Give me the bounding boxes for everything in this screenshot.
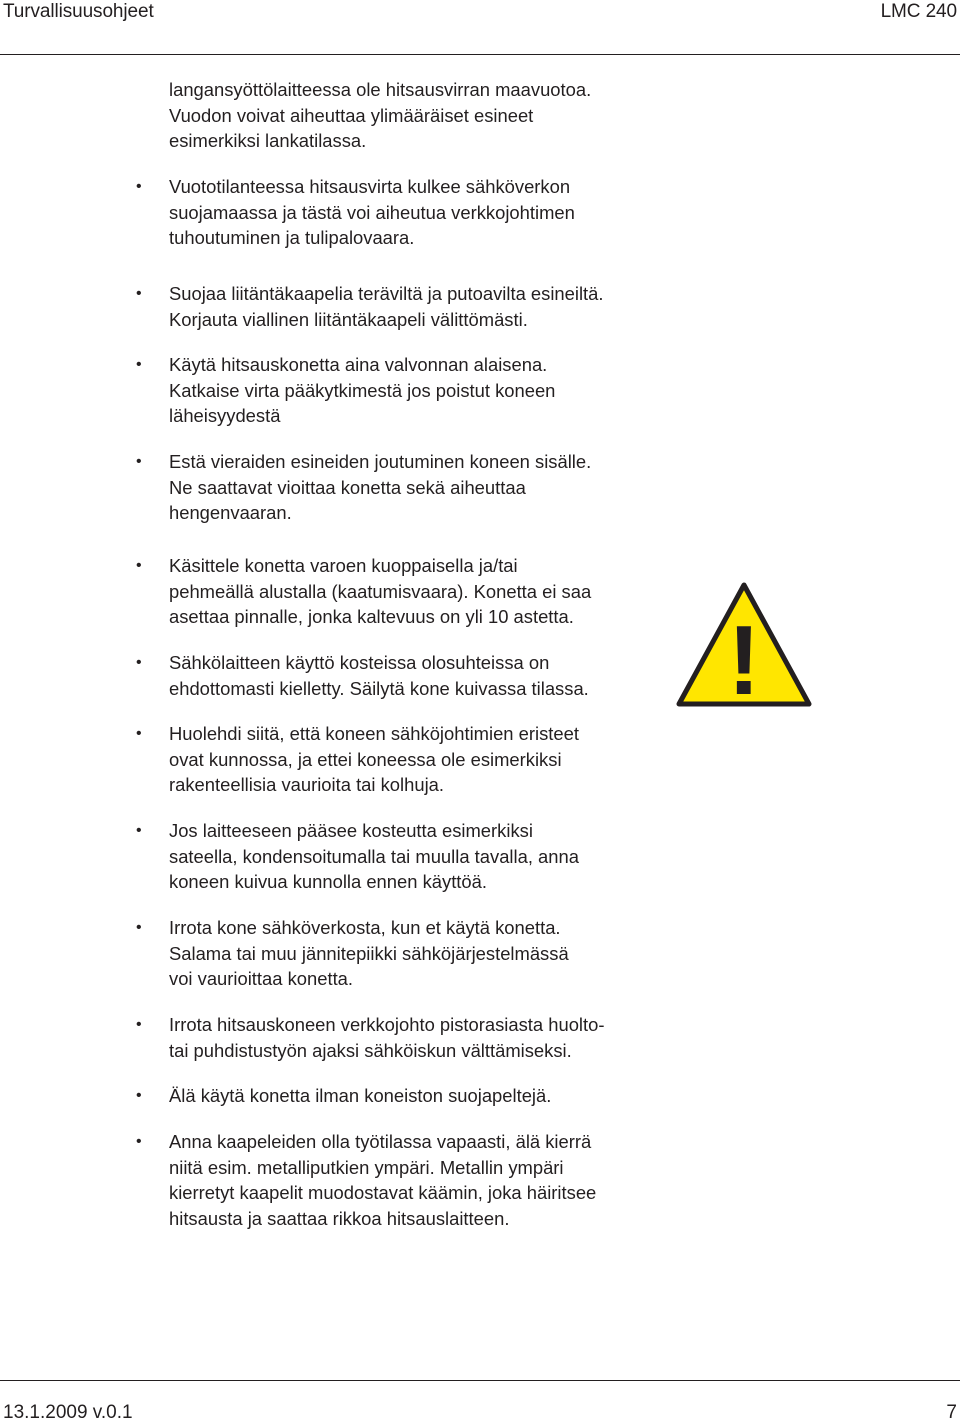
text-line: Jos laitteeseen pääsee kosteutta esimerkiksi xyxy=(169,820,533,841)
list-item xyxy=(169,1129,669,1231)
header-product-name: LMC 240 xyxy=(880,1,957,22)
footer-divider xyxy=(0,1380,960,1381)
text-line: pehmeällä alustalla (kaatumisvaara). Konetta ei saa xyxy=(169,580,592,602)
bullet-marker: • xyxy=(136,285,142,302)
list-item xyxy=(169,650,669,701)
bullet-marker: • xyxy=(136,453,142,470)
text-line: Anna kaapeleiden olla työtilassa vapaasti, älä kierrä xyxy=(169,1131,592,1152)
text-line: Vuototilanteessa hitsausvirta kulkee sähköverkon xyxy=(169,176,571,197)
header-section-title: Turvallisuusohjeet xyxy=(3,1,154,22)
text-line: Katkaise virta pääkytkimestä jos poistut koneen xyxy=(169,379,556,401)
text-line: hitsausta ja saattaa rikkoa hitsauslaitteen. xyxy=(169,1207,510,1229)
text-line: Irrota kone sähköverkosta, kun et käytä konetta. xyxy=(169,917,561,938)
text-line: voi vaurioittaa konetta. xyxy=(169,968,354,989)
bullet-marker: • xyxy=(136,557,142,574)
text-line: Salama tai muu jännitepiikki sähköjärjestelmässä xyxy=(169,942,569,964)
text-line: hengenvaaran. xyxy=(169,502,292,523)
text-line: Älä käytä konetta ilman koneiston suojapeltejä. xyxy=(169,1085,552,1106)
text-line: ovat kunnossa, ja ettei koneessa ole esimerkiksi xyxy=(169,748,562,770)
text-line: Käytä hitsauskonetta aina valvonnan alaisena. xyxy=(169,354,548,375)
bullet-marker: • xyxy=(136,725,142,742)
text-line: niitä esim. metalliputkien ympäri. Metallin ympäri xyxy=(169,1156,564,1178)
text-line: Sähkölaitteen käyttö kosteissa olosuhteissa on xyxy=(169,652,550,673)
bullet-marker: • xyxy=(136,1133,142,1150)
bullet-marker: • xyxy=(136,919,142,936)
warning-triangle-icon xyxy=(675,581,813,709)
text-line: Korjauta viallinen liitäntäkaapeli välittömästi. xyxy=(169,308,528,330)
text-line: rakenteellisia vaurioita tai kolhuja. xyxy=(169,774,444,795)
text-line: Huolehdi siitä, että koneen sähköjohtimien eristeet xyxy=(169,723,579,744)
exclamation-mark: ! xyxy=(727,605,761,709)
text-line: ehdottomasti kielletty. Säilytä kone kuivassa tilassa. xyxy=(169,677,589,699)
text-line: sateella, kondensoitumalla tai muulla tavalla, anna xyxy=(169,845,579,867)
bullet-marker: • xyxy=(136,654,142,671)
list-item xyxy=(169,818,669,895)
list-item xyxy=(169,915,669,992)
text-line: suojamaassa ja tästä voi aiheutua verkkojohtimen xyxy=(169,201,575,223)
intro-paragraph xyxy=(169,77,669,154)
text-line: kierretyt kaapelit muodostavat käämin, joka häiritsee xyxy=(169,1182,597,1203)
bullet-marker: • xyxy=(136,1087,142,1104)
header-divider xyxy=(0,54,960,55)
footer-version: 13.1.2009 v.0.1 xyxy=(3,1402,133,1423)
text-line: tuhoutuminen ja tulipalovaara. xyxy=(169,227,415,248)
list-item xyxy=(169,174,669,251)
text-line: esimerkiksi lankatilassa. xyxy=(169,130,367,151)
bullet-marker: • xyxy=(136,822,142,839)
text-line: läheisyydestä xyxy=(169,405,281,426)
footer-page-number: 7 xyxy=(946,1402,957,1423)
text-line: Estä vieraiden esineiden joutuminen koneen sisälle. xyxy=(169,451,592,472)
list-item xyxy=(169,352,669,429)
bullet-marker: • xyxy=(136,356,142,373)
bullet-marker: • xyxy=(136,178,142,195)
list-item xyxy=(169,553,669,630)
list-item xyxy=(169,281,669,332)
text-line: Vuodon voivat aiheuttaa ylimääräiset esineet xyxy=(169,104,534,126)
text-line: tai puhdistustyön ajaksi sähköiskun välttämiseksi. xyxy=(169,1039,572,1061)
text-line: Suojaa liitäntäkaapelia teräviltä ja putoavilta esineiltä. xyxy=(169,283,604,304)
text-line: langansyöttölaitteessa ole hitsausvirran maavuotoa. xyxy=(169,79,592,100)
list-item xyxy=(169,1083,669,1109)
list-item xyxy=(169,721,669,798)
text-line: Käsittele konetta varoen kuoppaisella ja/tai xyxy=(169,555,518,576)
text-line: koneen kuivua kunnolla ennen käyttöä. xyxy=(169,871,487,892)
text-line: asettaa pinnalle, jonka kaltevuus on yli 10 astetta. xyxy=(169,606,574,627)
bullet-marker: • xyxy=(136,1016,142,1033)
list-item xyxy=(169,1012,669,1063)
text-line: Ne saattavat vioittaa konetta sekä aiheuttaa xyxy=(169,476,526,498)
list-item xyxy=(169,449,669,526)
text-line: Irrota hitsauskoneen verkkojohto pistorasiasta huolto- xyxy=(169,1014,605,1035)
